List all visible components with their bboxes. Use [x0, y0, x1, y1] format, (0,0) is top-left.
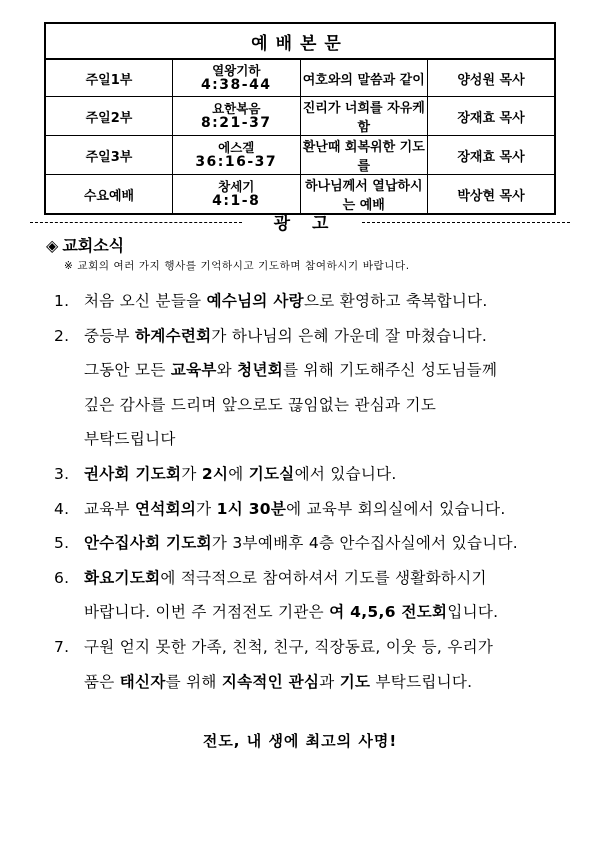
sermon-title: 환난때 회복위한 기도를	[300, 136, 428, 175]
news-text: 입니다.	[447, 603, 499, 622]
news-text: 품은	[84, 672, 120, 691]
emphasis-text: 기도	[339, 672, 371, 691]
sermon-title: 하나님께서 열납하시는 예배	[300, 175, 428, 215]
worship-table	[44, 22, 556, 215]
news-item-number: 1.	[54, 292, 70, 310]
emphasis-text: 1시 30분	[216, 499, 287, 518]
worship-row	[45, 97, 555, 136]
motto: 전도, 내 생에 최고의 사명!	[202, 732, 398, 750]
diamond-icon: ◈	[46, 236, 59, 255]
ad-title: 광고	[273, 214, 351, 234]
emphasis-text: 기도실	[248, 464, 295, 483]
service-name: 수요예배	[45, 175, 173, 215]
preacher-name: 장재효 목사	[428, 97, 556, 136]
news-text: 를 위해	[165, 672, 222, 691]
sermon-title: 여호와의 말씀과 같이	[300, 59, 428, 97]
news-item-line	[84, 284, 574, 319]
news-item-number: 2.	[54, 326, 70, 345]
news-item-number: 6.	[54, 568, 70, 587]
news-item	[54, 319, 574, 457]
news-text: 가	[181, 464, 202, 483]
news-text: 부탁드립니다.	[370, 672, 473, 691]
news-text: 과	[319, 672, 340, 691]
news-text: 가 하나님의 은혜 가운데 잘 마쳤습니다.	[211, 326, 488, 345]
scripture-book: 열왕기하	[212, 63, 261, 78]
news-item-number: 4.	[54, 499, 70, 518]
emphasis-text: 하계수련회	[135, 326, 212, 345]
emphasis-text: 연석회의	[135, 499, 197, 518]
news-item-line	[84, 388, 574, 423]
emphasis-text: 안수집사회 기도회	[84, 534, 212, 553]
news-text: 에서 있습니다.	[294, 464, 397, 483]
service-name: 주일2부	[45, 97, 173, 136]
news-item-line	[84, 561, 574, 596]
scripture-book: 창세기	[218, 179, 255, 194]
news-item-line	[84, 319, 574, 354]
news-text: 바랍니다. 이번 주 거점전도 기관은	[84, 603, 330, 622]
emphasis-text: 권사회 기도회	[84, 464, 182, 483]
news-text: 가 3부예배후 4층 안수집사실에서 있습니다.	[211, 534, 518, 553]
scripture-passage	[173, 97, 301, 136]
news-text: 와	[216, 361, 238, 380]
emphasis-text: 여 4,5,6 전도회	[329, 603, 448, 622]
emphasis-text: 2시	[201, 464, 229, 483]
service-name: 주일1부	[45, 59, 173, 97]
news-note: ※ 교회의 여러 가지 행사를 기억하시고 기도하며 참여하시기 바랍니다.	[64, 260, 410, 272]
news-text: 부탁드립니다	[84, 430, 176, 449]
news-text: 구원 얻지 못한 가족, 친척, 친구, 직장동료, 이웃 등, 우리가	[84, 637, 494, 656]
ad-divider-left	[30, 222, 242, 223]
news-item	[54, 630, 574, 699]
news-item-line	[84, 353, 574, 388]
news-text: 에	[228, 464, 249, 483]
news-text: 처음 오신 분들을	[84, 292, 207, 310]
news-title-text: 교회소식	[62, 236, 125, 255]
ad-heading	[30, 209, 570, 235]
news-item-number: 3.	[54, 464, 70, 483]
scripture-verse: 4:1-8	[212, 193, 261, 209]
preacher-name: 박상현 목사	[428, 175, 556, 215]
preacher-name: 양성원 목사	[428, 59, 556, 97]
emphasis-text: 지속적인 관심	[221, 672, 320, 691]
scripture-verse: 36:16-37	[195, 154, 278, 170]
news-item-line	[84, 492, 574, 527]
scripture-book: 요한복음	[212, 101, 261, 116]
scripture-book: 에스겔	[218, 140, 255, 155]
news-text: 깊은 감사를 드리며 앞으로도 끊임없는 관심과 기도	[84, 395, 437, 414]
scripture-verse: 4:38-44	[200, 77, 272, 93]
emphasis-text: 교육부	[170, 361, 217, 380]
emphasis-text: 화요기도회	[84, 568, 161, 587]
news-item-line	[84, 526, 574, 561]
news-text: 를 위해 기도해주신 성도님들께	[283, 361, 498, 380]
news-item	[54, 284, 574, 319]
worship-table-title: 예배본문	[45, 23, 555, 59]
news-item	[54, 492, 574, 527]
news-item-line	[84, 665, 574, 700]
news-list	[54, 284, 574, 699]
scripture-passage	[173, 59, 301, 97]
worship-row	[45, 59, 555, 97]
emphasis-text: 청년회	[237, 361, 283, 380]
news-text: 에 교육부 회의실에서 있습니다.	[286, 499, 506, 518]
news-text: 으로 환영하고 축복합니다.	[303, 292, 488, 310]
emphasis-text: 태신자	[119, 672, 166, 691]
news-item	[54, 526, 574, 561]
news-text: 에 적극적으로 참여하셔서 기도를 생활화하시기	[160, 568, 487, 587]
news-text: 그동안 모든	[84, 361, 171, 380]
ad-divider-right	[362, 222, 570, 223]
news-item-number: 7.	[54, 637, 70, 656]
worship-row	[45, 136, 555, 175]
news-item-line	[84, 422, 574, 457]
news-section-title	[46, 233, 124, 256]
news-item-line	[84, 595, 574, 630]
scripture-passage	[173, 136, 301, 175]
news-text: 가	[196, 499, 217, 518]
emphasis-text: 예수님의 사랑	[206, 292, 304, 310]
news-text: 교육부	[84, 499, 136, 518]
news-item	[54, 561, 574, 630]
news-item-line	[84, 630, 574, 665]
sermon-title: 진리가 너희를 자유케함	[300, 97, 428, 136]
service-name: 주일3부	[45, 136, 173, 175]
news-item	[54, 457, 574, 492]
preacher-name: 장재효 목사	[428, 136, 556, 175]
scripture-verse: 8:21-37	[200, 115, 272, 131]
news-item-number: 5.	[54, 534, 70, 553]
news-text: 중등부	[84, 326, 136, 345]
news-item-line	[84, 457, 574, 492]
